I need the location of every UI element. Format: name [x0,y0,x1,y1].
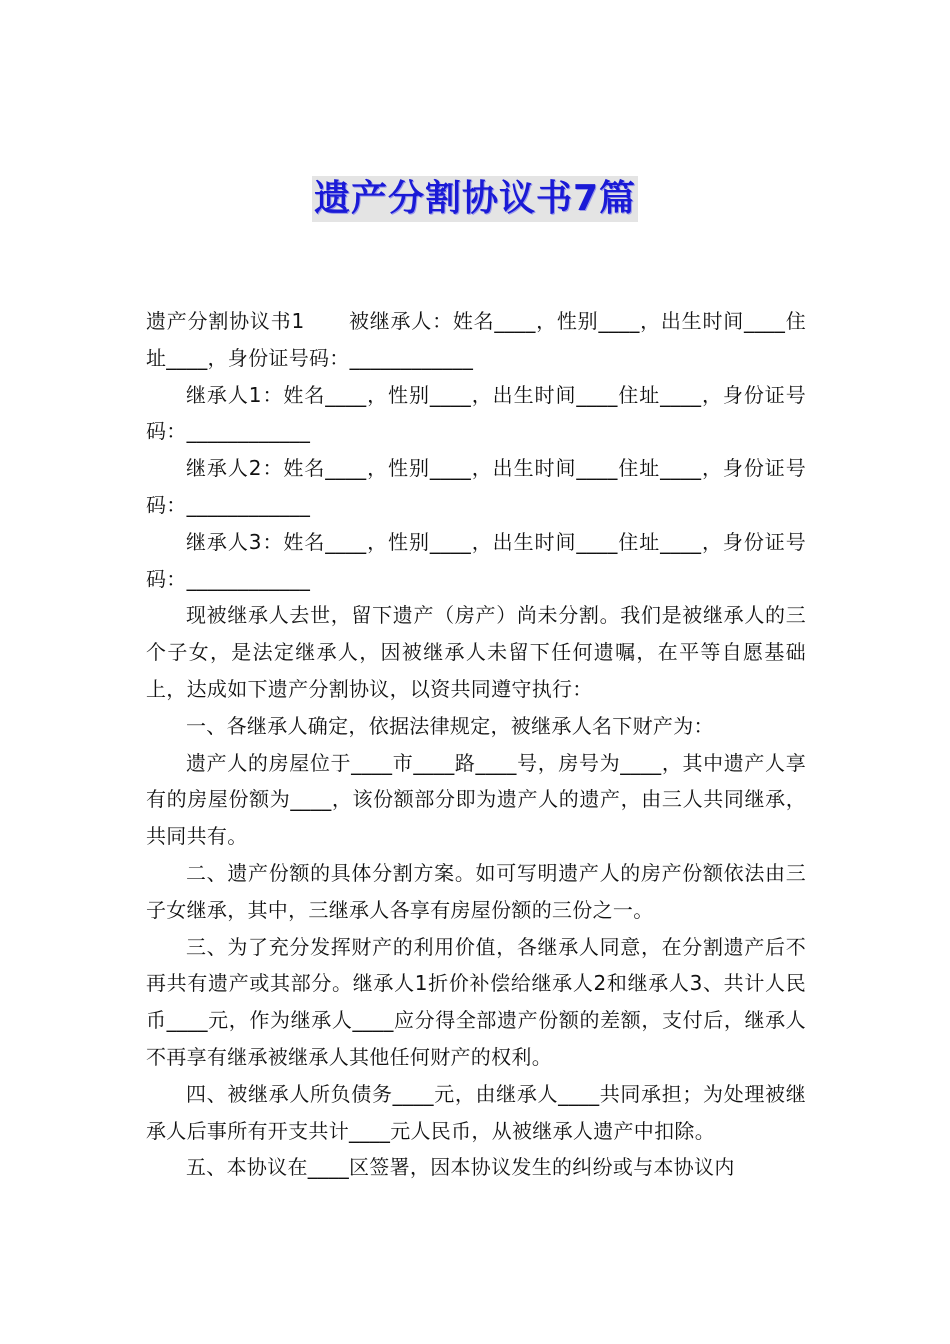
heir-3-info: 继承人3：姓名____，性别____，出生时间____住址____，身份证号码：____________ [146,529,806,591]
preamble-paragraph: 现被继承人去世，留下遗产（房产）尚未分割。我们是被继承人的三个子女，是法定继承人，因被继承人未留下任何遗嘱，在平等自愿基础上，达成如下遗产分割协议，以资共同遵守执行： [146,603,806,701]
clause-2: 二、遗产份额的具体分割方案。如可写明遗产人的房产份额依法由三子女继承，其中，三继承人各享有房屋份额的三份之一。 [146,860,806,922]
deceased-info: 被继承人：姓名____，性别____，出生时间____住址____，身份证号码：____________ [146,309,806,370]
document-title: 遗产分割协议书7篇 [312,176,638,222]
heir-1-info: 继承人1：姓名____，性别____，出生时间____住址____，身份证号码：____________ [146,382,806,444]
clause-3: 三、为了充分发挥财产的利用价值，各继承人同意，在分割遗产后不再共有遗产或其部分。继承人1折价补偿给继承人2和继承人3、共计人民币____元，作为继承人____应分得全部遗产份额的差额，支付后，继承人不再享有继承被继承人其他任何财产的权利。 [146,934,806,1069]
document-body [146,303,806,1186]
clause-1: 一、各继承人确定，依据法律规定，被继承人名下财产为： [186,713,714,738]
heir-2-info: 继承人2：姓名____，性别____，出生时间____住址____，身份证号码：____________ [146,456,806,517]
section-heading: 遗产分割协议书1 [146,309,305,333]
clause-5: 五、本协议在____区签署，因本协议发生的纠纷或与本协议内 [186,1155,735,1180]
opening-paragraph [146,303,806,377]
property-description: 遗产人的房屋位于____市____路____号，房号为____，其中遗产人享有的房屋份额为____，该份额部分即为遗产人的遗产，由三人共同继承，共同共有。 [146,750,806,849]
clause-4: 四、被继承人所负债务____元，由继承人____共同承担；为处理被继承人后事所有开支共计____元人民币，从被继承人遗产中扣除。 [146,1081,806,1143]
title-container [0,176,950,222]
